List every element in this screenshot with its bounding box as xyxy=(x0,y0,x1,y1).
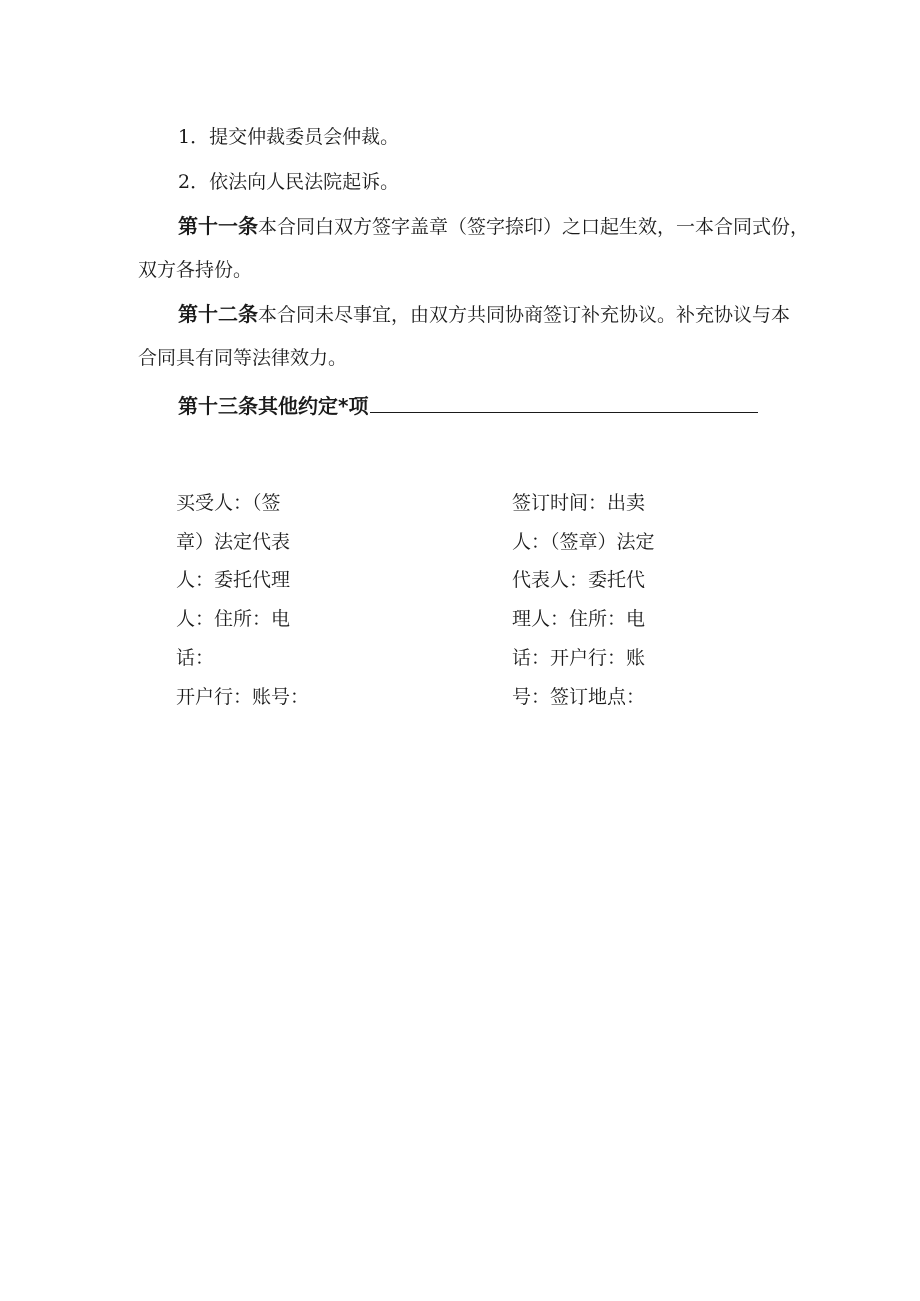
sig-right-line-6: 号：签订地点： xyxy=(512,686,646,708)
article-11-title: 第十一条 xyxy=(178,214,258,238)
article-11-line-2: 双方各持份。 xyxy=(138,259,253,281)
article-13-title: 第十三条其他约定*项 xyxy=(178,394,369,418)
sig-right-line-4: 理人：住所：电 xyxy=(512,608,646,630)
sig-left-line-5: 话： xyxy=(176,647,215,669)
article-11-line-1 xyxy=(178,214,809,239)
clause-item-1: 1．提交仲裁委员会仲裁。 xyxy=(178,126,400,148)
sig-left-line-2: 章）法定代表 xyxy=(176,531,291,553)
article-13-line xyxy=(178,392,758,419)
article-12-line-2: 合同具有同等法律效力。 xyxy=(138,347,348,369)
article-13-blank xyxy=(370,392,758,413)
article-12-title: 第十二条 xyxy=(178,302,258,326)
sig-left-line-3: 人：委托代理 xyxy=(176,569,291,591)
clause-item-2: 2．依法向人民法院起诉。 xyxy=(178,171,400,193)
article-12-line-1 xyxy=(178,302,790,327)
sig-left-line-1: 买受人：（签 xyxy=(176,492,281,514)
sig-left-line-6: 开户行：账号： xyxy=(176,686,310,708)
sig-right-line-3: 代表人：委托代 xyxy=(512,569,646,591)
article-12-text-1: 本合同未尽事宜，由双方共同协商签订补充协议。补充协议与本 xyxy=(258,304,791,326)
sig-right-line-1: 签订时间：出卖 xyxy=(512,492,646,514)
sig-right-line-2: 人：（签章）法定 xyxy=(512,531,655,553)
sig-right-line-5: 话：开户行：账 xyxy=(512,647,646,669)
article-11-text-1: 本合同白双方签字盖章（签字捺印）之口起生效，一本合同式份， xyxy=(258,216,810,238)
sig-left-line-4: 人：住所：电 xyxy=(176,608,291,630)
